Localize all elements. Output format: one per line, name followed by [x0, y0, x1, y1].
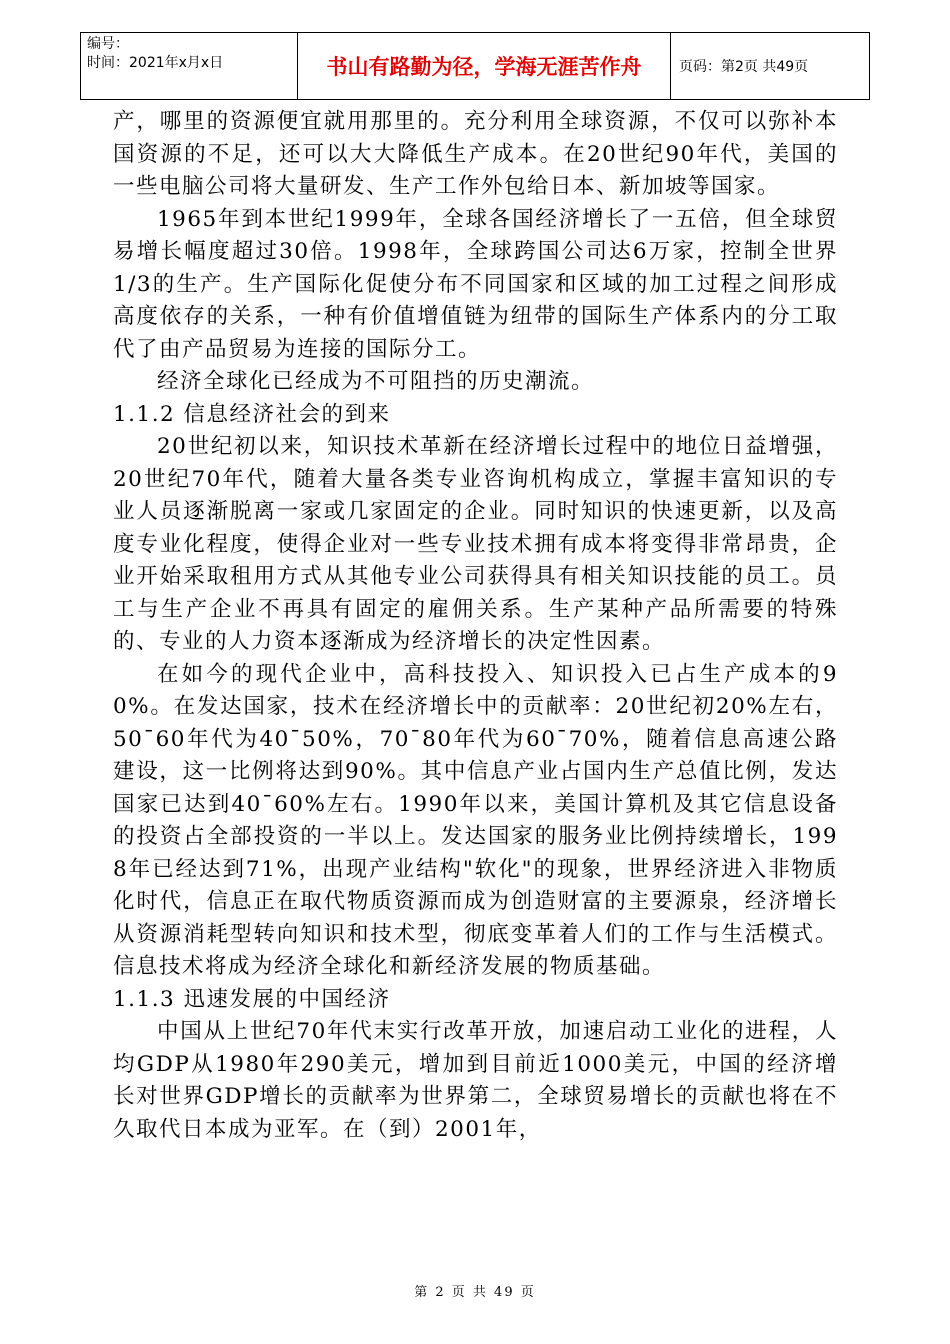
page-footer: 第 2 页 共 49 页 [414, 1285, 536, 1300]
header-page-info: 页码：第2页 共49页 [679, 59, 809, 75]
paragraph: 在如今的现代企业中，高科技投入、知识投入已占生产成本的90%。在发达国家，技术在经济增长中的贡献率：20世纪初20%左右，50¯60年代为40¯50%，70¯80年代为60¯70%，随着信息高速公路建设，这一比例将达到90%。其中信息产业占国内生产总值比例，发达国家已达到40¯60%左右。1990年以来，美国计算机及其它信息设备的投资占全部投资的一半以上。发达国家的服务业比例持续增长，1998年已经达到71%，出现产业结构"软化"的现象，世界经济进入非物质化时代，信息正在取代物质资源而成为创造财富的主要源泉，经济增长从资源消耗型转向知识和技术型，彻底变革着人们的工作与生活模式。信息技术将成为经济全球化和新经济发展的物质基础。 [113, 661, 838, 979]
paragraph: 产，哪里的资源便宜就用那里的。充分利用全球资源，不仅可以弥补本国资源的不足，还可以大大降低生产成本。在20世纪90年代，美国的一些电脑公司将大量研发、生产工作外包给日本、新加坡等国家。 [113, 109, 838, 199]
paragraph: 经济全球化已经成为不可阻挡的历史潮流。 [157, 369, 595, 394]
page-header-table [80, 32, 870, 100]
document-body [113, 106, 838, 1146]
paragraph: 1965年到本世纪1999年，全球各国经济增长了一五倍，但全球贸易增长幅度超过30倍。1998年，全球跨国公司达6万家，控制全世界1/3的生产。生产国际化促使分布不同国家和区域的加工过程之间形成高度依存的关系，一种有价值增值链为纽带的国际生产体系内的分工取代了由产品贸易为连接的国际分工。 [113, 206, 838, 362]
header-motto: 书山有路勤为径，学海无涯苦作舟 [298, 33, 671, 99]
serial-label: 编号： [87, 36, 129, 52]
paragraph: 20世纪初以来，知识技术革新在经济增长过程中的地位日益增强，20世纪70年代，随着大量各类专业咨询机构成立，掌握丰富知识的专业人员逐渐脱离一家或几家固定的企业。同时知识的快速更新，以及高度专业化程度，使得企业对一些专业技术拥有成本将变得非常昂贵，企业开始采取租用方式从其他专业公司获得具有相关知识技能的员工。员工与生产企业不再具有固定的雇佣关系。生产某种产品所需要的特殊的、专业的人力资本逐渐成为经济增长的决定性因素。 [113, 434, 838, 654]
header-meta [81, 33, 298, 99]
paragraph: 中国从上世纪70年代末实行改革开放，加速启动工业化的进程，人均GDP从1980年290美元，增加到目前近1000美元，中国的经济增长对世界GDP增长的贡献率为世界第二，全球贸易增长的贡献也将在不久取代日本成为亚军。在（到）2001年， [113, 1019, 838, 1142]
time-label: 时间：2021年x月x日 [87, 55, 224, 71]
section-heading: 1.1.3 迅速发展的中国经济 [113, 986, 391, 1012]
section-heading: 1.1.2 信息经济社会的到来 [113, 401, 391, 427]
